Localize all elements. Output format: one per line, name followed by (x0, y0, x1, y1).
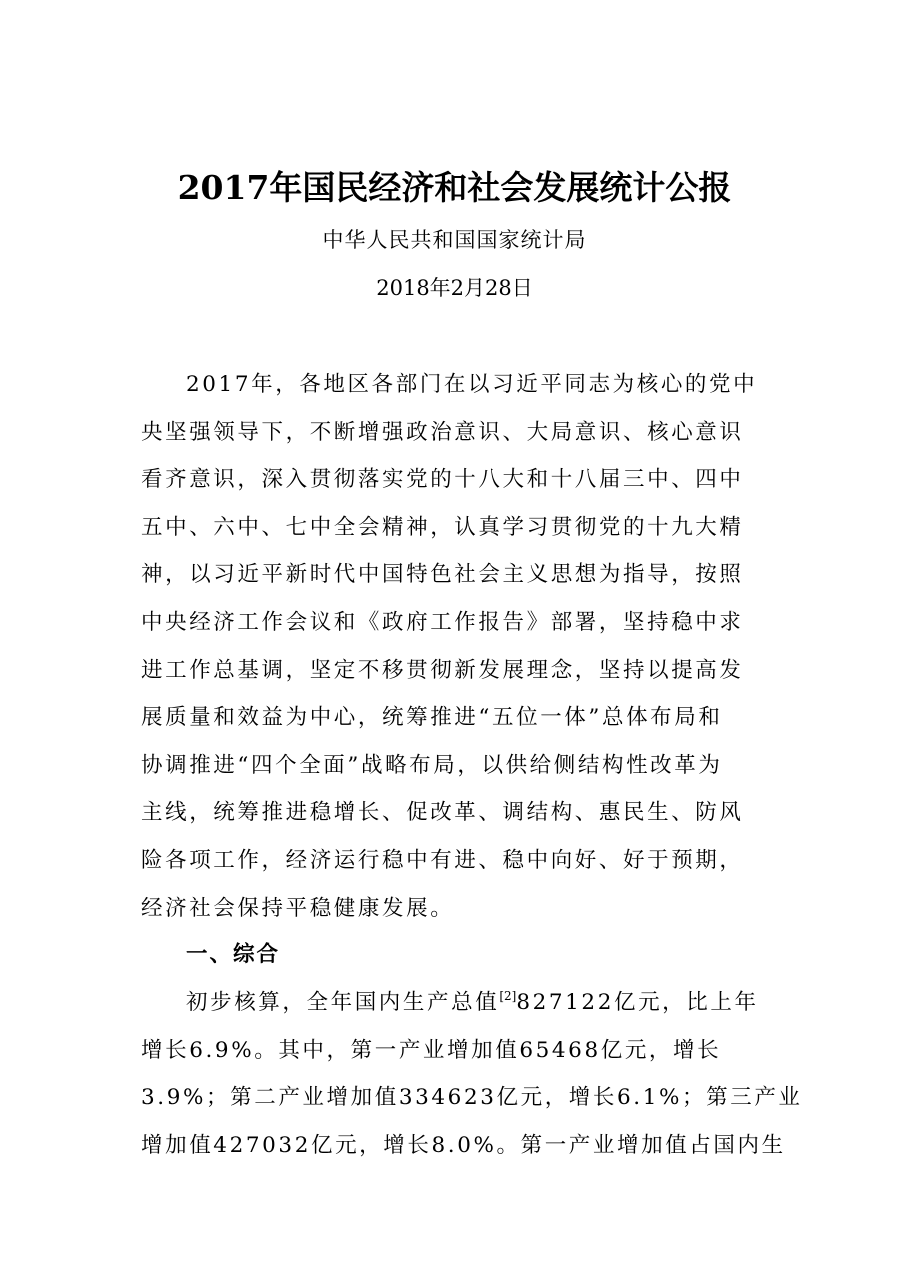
paragraph-line: 主线，统筹推进稳增长、促改革、调结构、惠民生、防风 (141, 800, 744, 826)
paragraph-line: 神，以习近平新时代中国特色社会主义思想为指导，按照 (141, 562, 744, 588)
intro-paragraph (141, 361, 781, 932)
paragraph-line (141, 979, 781, 1027)
paragraph-line: 险各项工作，经济运行稳中有进、稳中向好、好于预期， (141, 847, 744, 873)
document-title: 2017年国民经济和社会发展统计公报 (177, 168, 732, 207)
paragraph-line: 经济社会保持平稳健康发展。 (141, 895, 455, 921)
paragraph-line: 看齐意识，深入贯彻落实党的十八大和十八届三中、四中 (141, 467, 744, 493)
paragraph-line: 增加值427032亿元，增长8.0%。第一产业增加值占国内生 (141, 1132, 786, 1158)
line-text: 827122亿元，比上年 (516, 990, 759, 1015)
paragraph-line: 2017年，各地区各部门在以习近平同志为核心的党中 (186, 372, 758, 397)
footnote-reference[interactable]: [2] (499, 989, 517, 1003)
paragraph-line: 进工作总基调，坚定不移贯彻新发展理念，坚持以提高发 (141, 657, 744, 683)
paragraph-line: 增长6.9%。其中，第一产业增加值65468亿元，增长 (141, 1037, 722, 1063)
paragraph-line: 3.9%；第二产业增加值334623亿元，增长6.1%；第三产业 (141, 1085, 803, 1111)
line-text: 初步核算，全年国内生产总值 (186, 990, 500, 1015)
document-issuer: 中华人民共和国国家统计局 (322, 228, 587, 252)
document-date: 2018年2月28日 (376, 276, 533, 300)
section-heading: 一、综合 (186, 942, 281, 967)
paragraph-line: 五中、六中、七中全会精神，认真学习贯彻党的十九大精 (141, 514, 744, 540)
paragraph-line: 中央经济工作会议和《政府工作报告》部署，坚持稳中求 (141, 609, 744, 635)
section-paragraph (141, 979, 803, 1169)
paragraph-line: 协调推进“四个全面”战略布局，以供给侧结构性改革为 (141, 752, 723, 778)
paragraph-line: 展质量和效益为中心，统筹推进“五位一体”总体布局和 (141, 705, 723, 731)
paragraph-line: 央坚强领导下，不断增强政治意识、大局意识、核心意识 (141, 419, 744, 445)
